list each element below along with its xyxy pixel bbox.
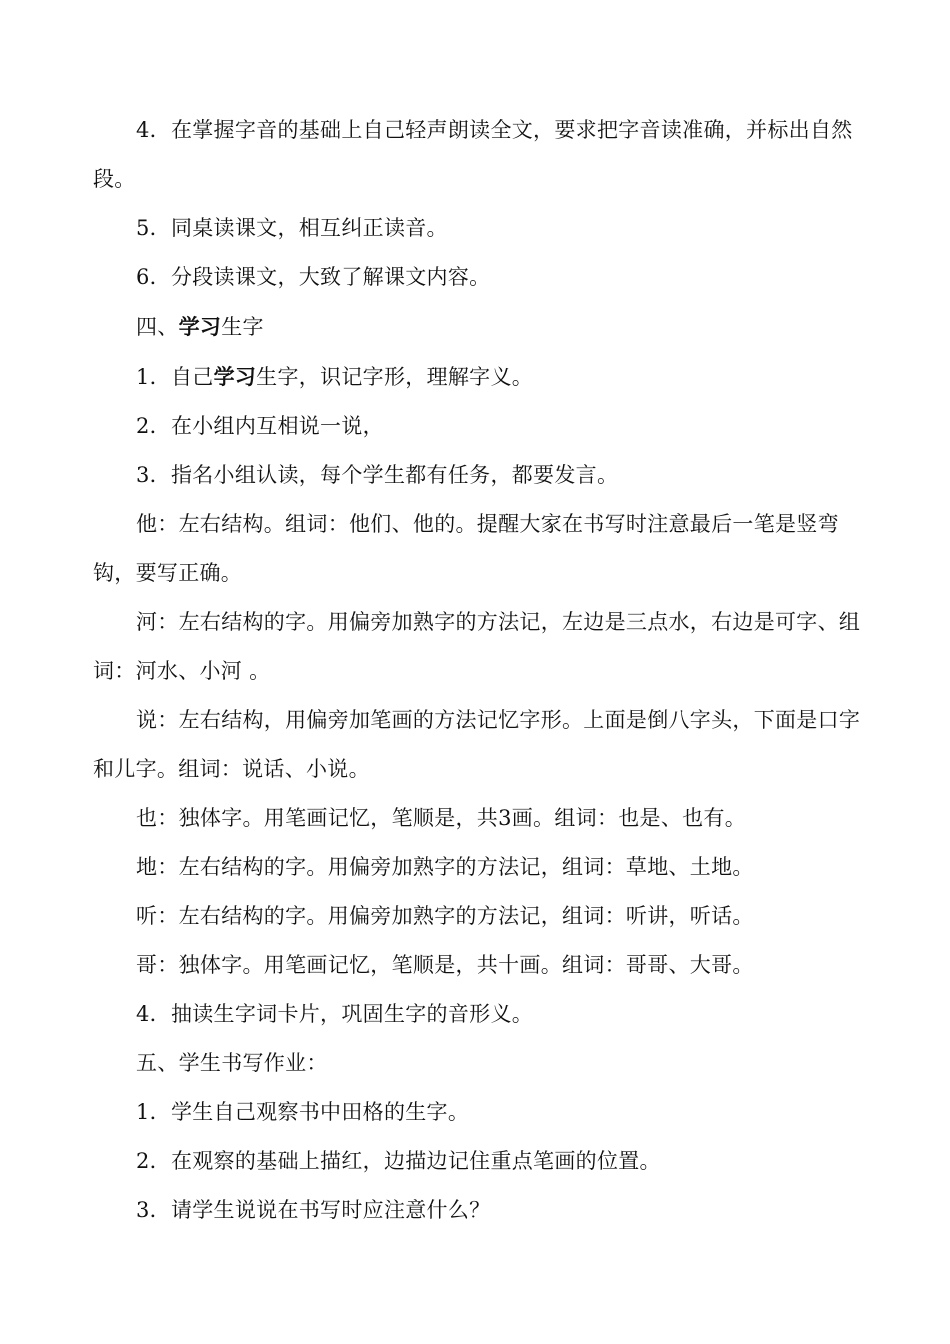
text-run: 生字 [221, 315, 264, 339]
paragraph: 河：左右结构的字。用偏旁加熟字的方法记，左边是三点水，右边是可字、组词：河水、小河 。 [93, 610, 861, 683]
text-run: 生字，识记字形，理解字义。 [256, 365, 534, 389]
paragraph [93, 352, 861, 402]
paragraph: 他：左右结构。组词：他们、他的。提醒大家在书写时注意最后一笔是竖弯钩，要写正确。 [93, 512, 839, 585]
paragraph: 6．分段读课文，大致了解课文内容。 [136, 265, 491, 289]
paragraph: 3．请学生说说在书写时应注意什么？ [136, 1198, 491, 1222]
text-run: 1．自己 [136, 365, 214, 389]
paragraph: 3．指名小组认读，每个学生都有任务，都要发言。 [136, 463, 619, 487]
text-run: 四、 [136, 315, 179, 339]
paragraph: 地：左右结构的字。用偏旁加熟字的方法记，组词：草地、土地。 [136, 855, 754, 879]
paragraph: 1．学生自己观察书中田格的生字。 [136, 1100, 470, 1124]
bold-text-run: 学习 [178, 314, 222, 339]
bold-text-run: 学习 [213, 364, 257, 389]
document-page [93, 106, 861, 1235]
paragraph: 哥：独体字。用笔画记忆，笔顺是，共十画。组词：哥哥、大哥。 [136, 953, 754, 977]
paragraph: 也：独体字。用笔画记忆，笔顺是，共3画。组词：也是、也有。 [136, 806, 747, 830]
paragraph: 5．同桌读课文，相互纠正读音。 [136, 216, 448, 240]
paragraph: 2．在小组内互相说一说， [136, 414, 384, 438]
paragraph: 听：左右结构的字。用偏旁加熟字的方法记，组词：听讲，听话。 [136, 904, 754, 928]
section-heading [93, 302, 861, 352]
paragraph: 4．抽读生字词卡片，巩固生字的音形义。 [136, 1002, 534, 1026]
paragraph: 说：左右结构，用偏旁加笔画的方法记忆字形。上面是倒八字头，下面是口字和儿字。组词：说话、小说。 [93, 708, 861, 781]
paragraph: 4．在掌握字音的基础上自己轻声朗读全文，要求把字音读准确，并标出自然段。 [93, 118, 853, 191]
section-heading: 五、学生书写作业： [136, 1051, 328, 1075]
paragraph: 2．在观察的基础上描红，边描边记住重点笔画的位置。 [136, 1149, 661, 1173]
